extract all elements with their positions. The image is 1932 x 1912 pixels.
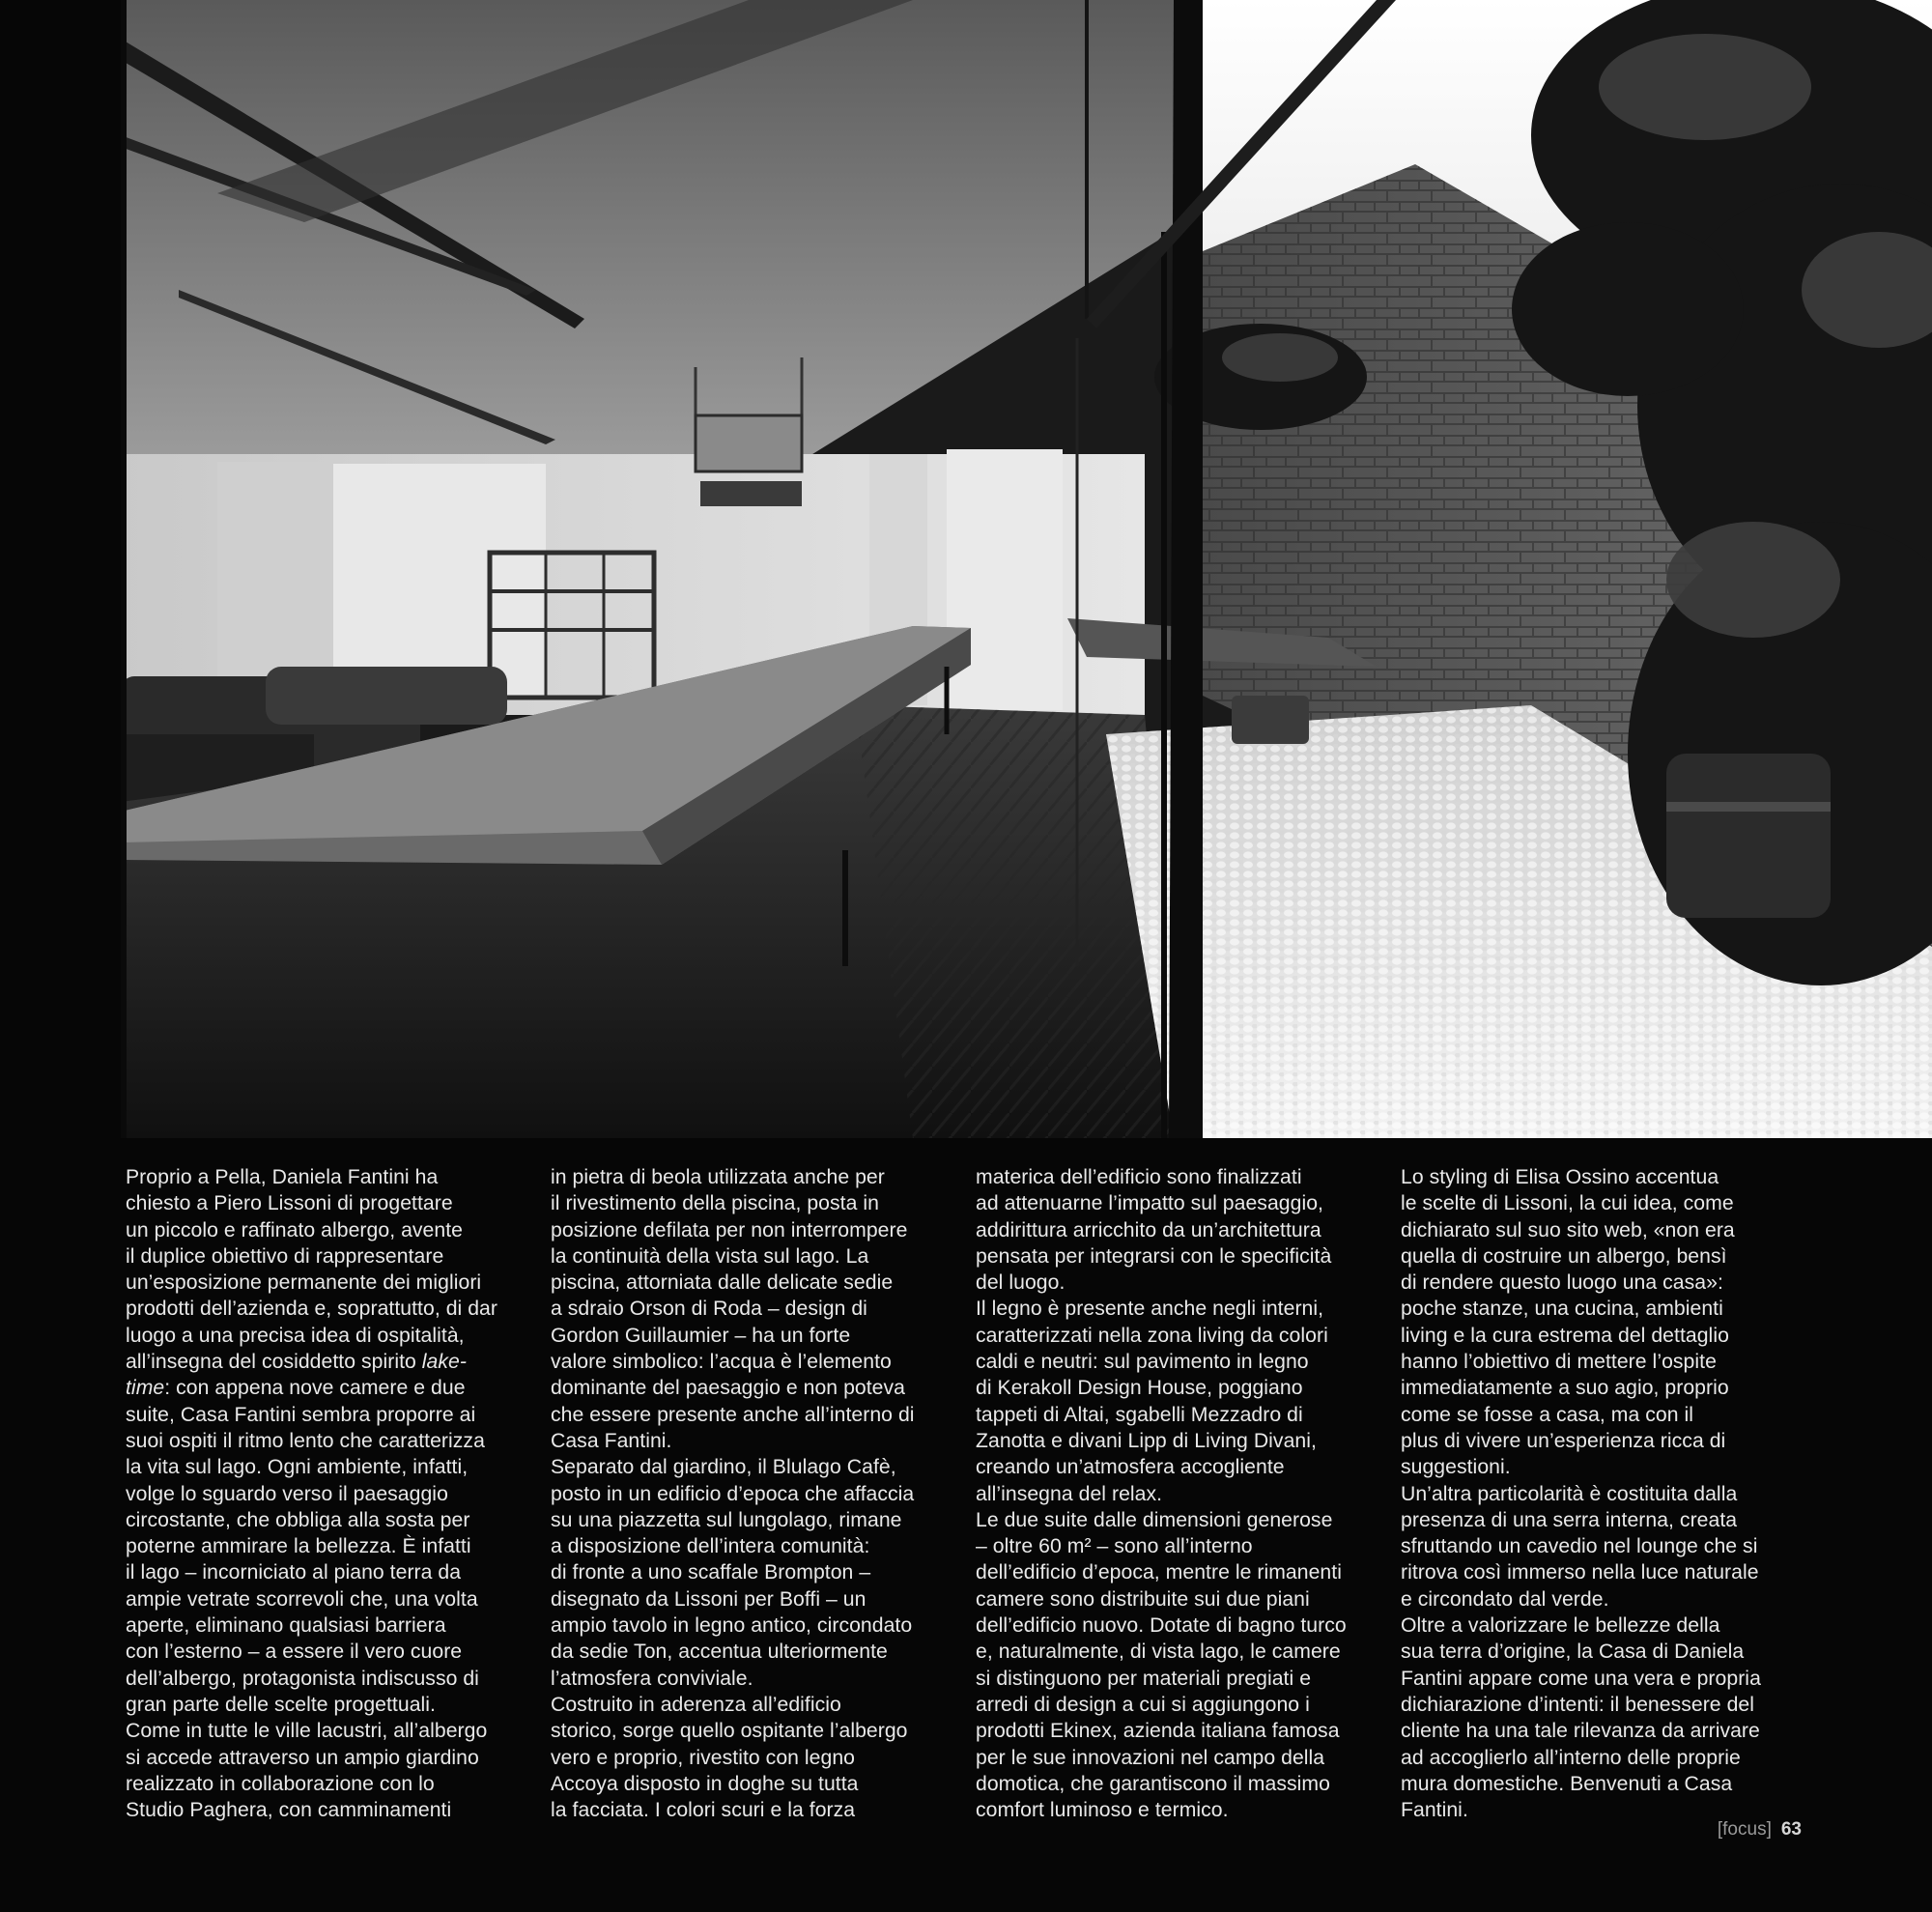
article-column-4: Lo styling di Elisa Ossino accentua le scelte di Lissoni, la cui idea, come dichiarato sul suo sito web, «non era quella di costruire un albergo, bensì di rendere questo luogo una casa»: poche stanze, una cucina, ambienti living e la cura estrema del dettaglio hanno l’obiettivo di mettere l’ospite immediatamente a suo agio, proprio come se fosse a casa, ma con il plus di vivere un’esperienza ricca di suggestioni. Un’altra particolarità è costituita dalla presenza di una serra interna, creata sfruttando un cavedio nel lounge che si ritrova così immerso nella luce naturale e circondato dal verde. Oltre a valorizzare le bellezze della sua terra d’origine, la Casa di Daniela Fantini appare come una vera e propria dichiarazione d’intenti: il benessere del cliente ha una tale rilevanza da arrivare ad accoglierlo all’interno delle proprie mura domestiche. Benvenuti a Casa Fantini. — [1401, 1166, 1761, 1822]
article-column-2: in pietra di beola utilizzata anche per il rivestimento della piscina, posta in posizione defilata per non interrompere la continuità della vista sul lago. La piscina, attorniata dalle delicate sedie a sdraio Orson di Roda – design di Gordon Guillaumier – ha un forte valore simbolico: l’acqua è l’elemento dominante del paesaggio e non poteva che essere presente anche all’interno di Casa Fantini. Separato dal giardino, il Blulago Cafè, posto in un edificio d’epoca che affaccia su una piazzetta sul lungolago, rimane a disposizione dell’intera comunità: di fronte a uno scaffale Brompton – disegnato da Lissoni per Boffi – un ampio tavolo in legno antico, circondato da sedie Ton, accentua ulteriormente l’atmosfera conviviale. Costruito in aderenza all’edificio storico, sorge quello ospitante l’albergo vero e proprio, rivestito con legno Accoya disposto in doghe su tutta la facciata. I colori scuri e la forza — [551, 1166, 915, 1822]
section-label: [focus] — [1717, 1819, 1772, 1840]
column-1-text-b: : con appena nove camere e due suite, Casa Fantini sembra proporre ai suoi ospiti il ritmo lento che caratterizza la vita sul lago. Ogni ambiente, infatti, volge lo sguardo verso il paesaggio circostante, che obbliga alla sosta per poterne ammirare la bellezza. È infatti il lago – incorniciato al piano terra da ampie vetrate scorrevoli che, una volta aperte, eliminano qualsiasi barriera con l’esterno – a essere il vero cuore dell’albergo, protagonista indiscusso di gran parte delle scelte progettuali. Come in tutte le ville lacustri, all’albergo si accede attraverso un ampio giardino realizzato in collaborazione con lo Studio Paghera, con camminamenti — [126, 1377, 488, 1822]
italic-term-time: time — [126, 1377, 165, 1400]
column-1-text-a: Proprio a Pella, Daniela Fantini ha chiesto a Piero Lissoni di progettare un piccolo e raffinato albergo, avente il duplice obiettivo di rappresentare un’esposizione permanente dei migliori prodotti dell’azienda e, soprattutto, di dar luogo a una precisa idea di ospitalità, all’insegna del cosiddetto spirito — [126, 1166, 497, 1374]
article-column-1 — [126, 1164, 517, 1823]
italic-term-lake: lake- — [421, 1351, 467, 1374]
interior-photo — [121, 0, 1932, 1138]
interior-photo-graphic — [121, 0, 1932, 1138]
page-folio — [1718, 1819, 1802, 1841]
page-number: 63 — [1780, 1819, 1802, 1840]
article-column-3: materica dell’edificio sono finalizzati ad attenuarne l’impatto sul paesaggio, addirittura arricchito da un’architettura pensata per integrarsi con le specificità del luogo. Il legno è presente anche negli interni, caratterizzati nella zona living da colori caldi e neutri: sul pavimento in legno di Kerakoll Design House, poggiano tappeti di Altai, sgabelli Mezzadro di Zanotta e divani Lipp di Living Divani, creando un’atmosfera accogliente all’insegna del relax. Le due suite dalle dimensioni generose – oltre 60 m² – sono all’interno dell’edificio d’epoca, mentre le rimanenti camere sono distribuite sui due piani dell’edificio nuovo. Dotate di bagno turco e, naturalmente, di vista lago, le camere si distinguono per materiali pregiati e arredi di design a cui si aggiungono i prodotti Ekinex, azienda italiana famosa per le sue innovazioni nel campo della domotica, che garantiscono il massimo comfort luminoso e termico. — [976, 1166, 1347, 1822]
